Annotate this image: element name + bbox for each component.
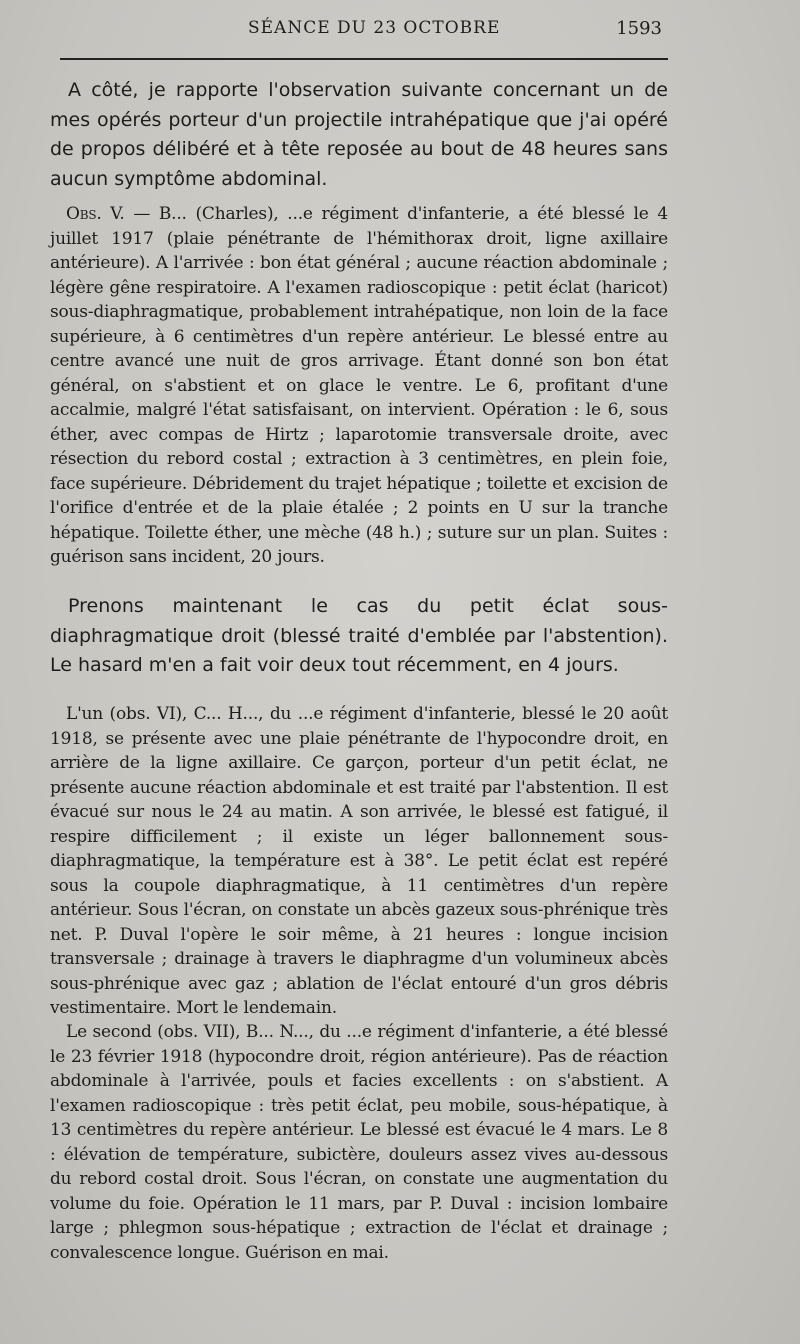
paragraph-intro — [50, 76, 668, 194]
paragraph-text: Prenons maintenant le cas du petit éclat sous-diaphragmatique droit (blessé traité d'emblée par l'abstention). Le hasard m'en a fait voir deux tout récemment, en 4 jours. — [50, 595, 668, 676]
observation-label: Obs. V. — [66, 204, 125, 224]
paragraph-text: A côté, je rapporte l'observation suivante concernant un de mes opérés porteur d'un projectile intrahépatique que j'ai opéré de propos délibéré et à tête reposée au bout de 48 heures sans aucun symptôme abdominal. — [50, 79, 668, 190]
observation-text — [50, 202, 668, 570]
running-title: SÉANCE DU 23 OCTOBRE — [248, 18, 501, 38]
observation-5 — [50, 202, 668, 570]
observation-text: L'un (obs. VI), C... H..., du ...e régiment d'infanterie, blessé le 20 août 1918, se présente avec une plaie pénétrante de l'hypocondre droit, en arrière de la ligne axillaire. Ce garçon, porteur d'un petit éclat, ne présente aucune réaction abdominale et est traité par l'abstention. Il est évacué sur nous le 24 au matin. A son arrivée, le blessé est fatigué, il respire difficilement ; il existe un léger ballonnement sous-diaphragmatique, la température est à 38°. Le petit éclat est repéré sous la coupole diaphragmatique, à 11 centimètres d'un repère antérieur. Sous l'écran, on constate un abcès gazeux sous-phrénique très net. P. Duval l'opère le soir même, à 21 heures : longue incision transversale ; drainage à travers le diaphragme d'un volumineux abcès sous-phrénique avec gaz ; ablation de l'éclat entouré d'un gros débris vestimentaire. Mort le lendemain. — [50, 704, 668, 1018]
running-head — [58, 18, 662, 44]
observation-7 — [50, 1020, 668, 1265]
header-rule — [60, 58, 668, 60]
observation-body: — B... (Charles), ...e régiment d'infanterie, a été blessé le 4 juillet 1917 (plaie pénétrante de l'hémithorax droit, ligne axillaire antérieure). A l'arrivée : bon état général ; aucune réaction abdominale ; légère gêne respiratoire. A l'examen radioscopique : petit éclat (haricot) sous-diaphragmatique, probablement intrahépatique, non loin de la face supérieure, à 6 centimètres d'un repère antérieur. Le blessé entre au centre avancé une nuit de gros arrivage. Étant donné son bon état général, on s'abstient et on glace le ventre. Le 6, profitant d'une accalmie, malgré l'état satisfaisant, on intervient. Opération : le 6, sous éther, avec compas de Hirtz ; laparotomie transversale droite, avec résection du rebord costal ; extraction à 3 centimètres, en plein foie, face supérieure. Débridement du trajet hépatique ; toilette et excision de l'orifice d'entrée et de la plaie étalée ; 2 points en U sur la tranche hépatique. Toilette éther, une mèche (48 h.) ; suture sur un plan. Suites : guérison sans incident, 20 jours. — [50, 204, 668, 567]
observation-text: Le second (obs. VII), B... N..., du ...e régiment d'infanterie, a été blessé le 23 février 1918 (hypocondre droit, région antérieure). Pas de réaction abdominale à l'arrivée, pouls et facies excellents : on s'abstient. A l'examen radioscopique : très petit éclat, peu mobile, sous-hépatique, à 13 centimètres du repère antérieur. Le blessé est évacué le 4 mars. Le 8 : élévation de température, subictère, douleurs assez vives au-dessous du rebord costal droit. Sous l'écran, on constate une augmentation du volume du foie. Opération le 11 mars, par P. Duval : incision lombaire large ; phlegmon sous-hépatique ; extraction de l'éclat et drainage ; convalescence longue. Guérison en mai. — [50, 1022, 668, 1263]
paragraph-transition — [50, 592, 668, 681]
page-number: 1593 — [616, 18, 662, 39]
observation-6 — [50, 702, 668, 1021]
